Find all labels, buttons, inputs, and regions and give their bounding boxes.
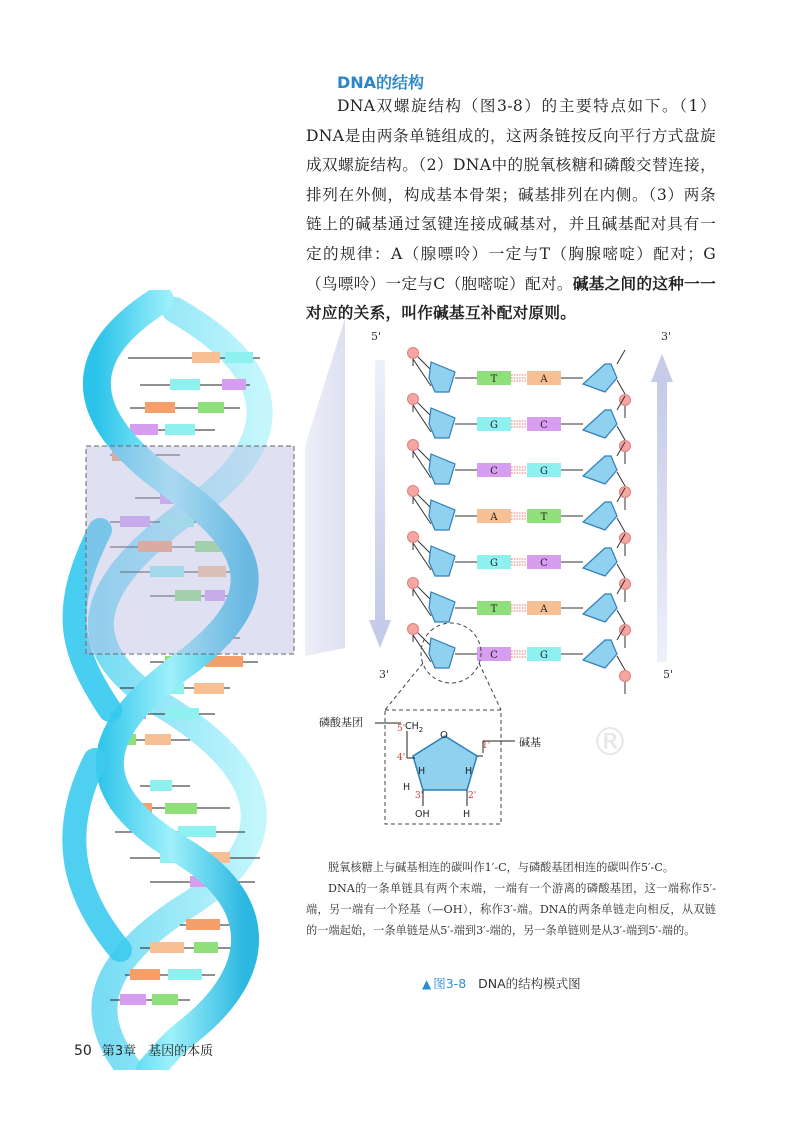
strand-label-right-top: 3': [661, 330, 672, 343]
phosphate-group-label: 磷酸基团: [319, 716, 363, 729]
svg-text:5': 5': [397, 724, 406, 734]
phosphate-left: [408, 348, 419, 359]
base-letter-left: T: [490, 604, 498, 615]
phosphate-left: [408, 578, 419, 589]
strand-label-left-bottom: 3': [379, 668, 390, 681]
sugar-right: [583, 456, 617, 484]
svg-text:3': 3': [415, 791, 424, 801]
double-helix-illustration: [0, 290, 310, 1070]
body-text-main: DNA双螺旋结构（图3-8）的主要特点如下。（1）DNA是由两条单链组成的，这两条链按反向平行方式盘旋成双螺旋结构。（2）DNA中的脱氧核糖和磷酸交替连接，排列在外侧，构成基本骨架；碱基排列在内侧。（3）两条链上的碱基通过氢键连接成碱基对，并且碱基配对具有一定的规律：A（腺嘌呤）一定与T（胸腺嘧啶）配对；G（鸟嘌呤）一定与C（胞嘧啶）配对。: [306, 97, 716, 293]
svg-text:1': 1': [482, 741, 491, 751]
body-paragraph: [306, 92, 716, 329]
base-letter-left: C: [490, 466, 498, 477]
figure-number: 图3-8: [433, 976, 467, 991]
sugar-left: [429, 592, 455, 622]
sugar-left: [429, 500, 455, 530]
figure-title: [422, 974, 581, 992]
phosphate-left: [408, 532, 419, 543]
phosphate-left: [408, 624, 419, 635]
base-letter-right: A: [540, 374, 548, 385]
caption-line-2: DNA的一条单链具有两个末端，一端有一个游离的磷酸基团，这一端称作5′-端，另一端有一个羟基（—OH），称作3′-端。DNA的两条单链走向相反，从双链的一端起始，一条单链是从5′-端到3′-端的，另一条单链则是从3′-端到5′-端的。: [306, 882, 716, 937]
base-letter-right: T: [540, 512, 548, 523]
base-pair-row: [408, 624, 631, 695]
phosphate-left: [408, 486, 419, 497]
svg-text:H: H: [418, 766, 426, 777]
sugar-right: [583, 640, 617, 668]
dna-structure-diagram: [305, 318, 705, 843]
phosphate-left: [408, 394, 419, 405]
base-letter-left: A: [490, 512, 498, 523]
sugar-right: [583, 364, 617, 392]
base-label: 碱基: [519, 736, 541, 749]
phosphate-left: [408, 440, 419, 451]
chapter-number: 第3章: [101, 1044, 137, 1059]
svg-text:OH: OH: [415, 809, 430, 820]
strand-label-right-bottom: 5': [663, 668, 674, 681]
base-letter-left: G: [490, 558, 498, 569]
base-letter-right: G: [540, 466, 548, 477]
base-pair-ladder: [408, 348, 631, 695]
sugar-left: [429, 638, 455, 668]
base-letter-left: C: [490, 650, 498, 661]
svg-text:4': 4': [397, 753, 406, 763]
base-letter-right: C: [540, 558, 548, 569]
sugar-right: [583, 410, 617, 438]
body-text-emphasis: 碱基之间的这种一一对应的关系，叫作碱基互补配对原则。: [306, 274, 716, 323]
base-letter-right: C: [540, 420, 548, 431]
sugar-left: [429, 408, 455, 438]
figure-caption: [306, 857, 716, 941]
section-heading: DNA的结构: [337, 73, 425, 92]
base-pair-row: [408, 348, 631, 419]
caption-line-1: 脱氧核糖上与碱基相连的碳叫作1′-C，与磷酸基团相连的碳叫作5′-C。: [328, 861, 675, 874]
svg-text:H: H: [403, 782, 411, 793]
svg-text:H: H: [463, 809, 471, 820]
page-number: 50: [74, 1043, 92, 1059]
page-footer: [74, 1040, 213, 1059]
sugar-right: [583, 502, 617, 530]
base-letter-left: G: [490, 420, 498, 431]
figure-marker-icon: ▲: [422, 977, 432, 991]
registered-watermark: ®: [591, 720, 629, 764]
sugar-left: [429, 454, 455, 484]
phosphate-right: [620, 671, 631, 682]
base-pair-row: [408, 394, 631, 465]
svg-text:CH2: $CH_2$: [405, 721, 424, 734]
base-pair-row: [408, 532, 631, 603]
svg-text:H: H: [465, 766, 473, 777]
figure-title-text: DNA的结构模式图: [478, 976, 581, 991]
strand-label-left-top: 5': [371, 330, 382, 343]
sugar-right: [583, 594, 617, 622]
chapter-title: 基因的本质: [148, 1044, 214, 1059]
base-letter-right: A: [540, 604, 548, 615]
sugar-left: [429, 362, 455, 392]
base-letter-left: T: [490, 374, 498, 385]
svg-text:2': 2': [468, 791, 477, 801]
base-letter-right: G: [540, 650, 548, 661]
base-pair-row: [408, 578, 631, 649]
svg-text:O: O: [440, 730, 448, 741]
sugar-right: [583, 548, 617, 576]
base-pair-row: [408, 440, 631, 511]
base-pair-row: [408, 486, 631, 557]
helix-zoom-region: [86, 446, 294, 654]
sugar-left: [429, 546, 455, 576]
